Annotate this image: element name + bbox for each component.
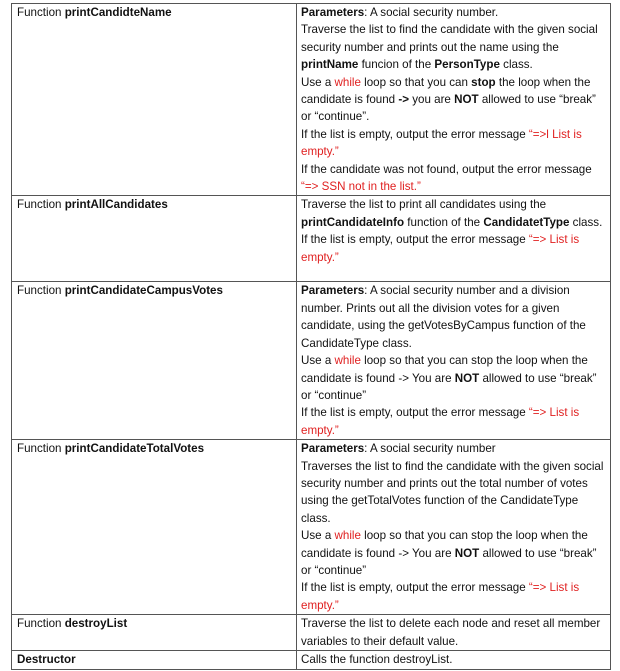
- function-description-cell: Calls the function destroyList.: [297, 651, 611, 669]
- parameters-line: Parameters: A social security number and a division number. Prints out all the division votes for a given candidate, using the getVotesByCampus function of the CandidateType class.: [301, 284, 586, 350]
- function-name-cell: Function destroyList: [12, 615, 297, 651]
- parameters-line: Parameters: A social security number.: [301, 6, 499, 19]
- function-name-cell: Function printAllCandidates: [12, 196, 297, 282]
- table-row: [12, 651, 611, 669]
- function-spec-table: [11, 3, 611, 670]
- table-row: [12, 282, 611, 440]
- function-description-cell: Parameters: A social security number. Traverse the list to find the candidate with the given social security number and prints out the name using the printName funcion of the PersonType class. Use a while loop so that you can stop the loop when the candidate is found -> you are NOT allowed to use “break” or “continue”. If the list is empty, output the error message “=>l List is empty.” If the candidate was not found, output the error message “=> SSN not in the list.”: [297, 4, 611, 196]
- table-row: [12, 615, 611, 651]
- function-name-cell: Function printCandidateTotalVotes: [12, 440, 297, 615]
- table-row: [12, 196, 611, 282]
- parameters-line: Parameters: A social security number: [301, 442, 496, 456]
- function-name-cell: Function printCandidateCampusVotes: [12, 282, 297, 440]
- function-description-cell: Traverse the list to print all candidates using the printCandidateInfo function of the CandidatetType class. If the list is empty, output the error message “=> List is empty.”: [297, 196, 611, 282]
- function-description-cell: Parameters: A social security number and a division number. Prints out all the division votes for a given candidate, using the getVotesByCampus function of the CandidateType class. Use a while loop so that you can stop the loop when the candidate is found -> You are NOT allowed to use “break” or “continue” If the list is empty, output the error message “=> List is empty.”: [297, 282, 611, 440]
- table-row: [12, 4, 611, 196]
- table-row: [12, 440, 611, 615]
- function-description-cell: Traverse the list to delete each node and reset all member variables to their default value.: [297, 615, 611, 651]
- function-name-cell: Function printCandidteName: [12, 4, 297, 196]
- function-name-cell: Destructor: [12, 651, 297, 669]
- function-description-cell: Parameters: A social security number Traverses the list to find the candidate with the given social security number and prints out the total number of votes using the getTotalVotes function of the CandidateType class. Use a while loop so that you can stop the loop when the candidate is found -> You are NOT allowed to use “break” or “continue” If the list is empty, output the error message “=> List is empty.”: [297, 440, 611, 615]
